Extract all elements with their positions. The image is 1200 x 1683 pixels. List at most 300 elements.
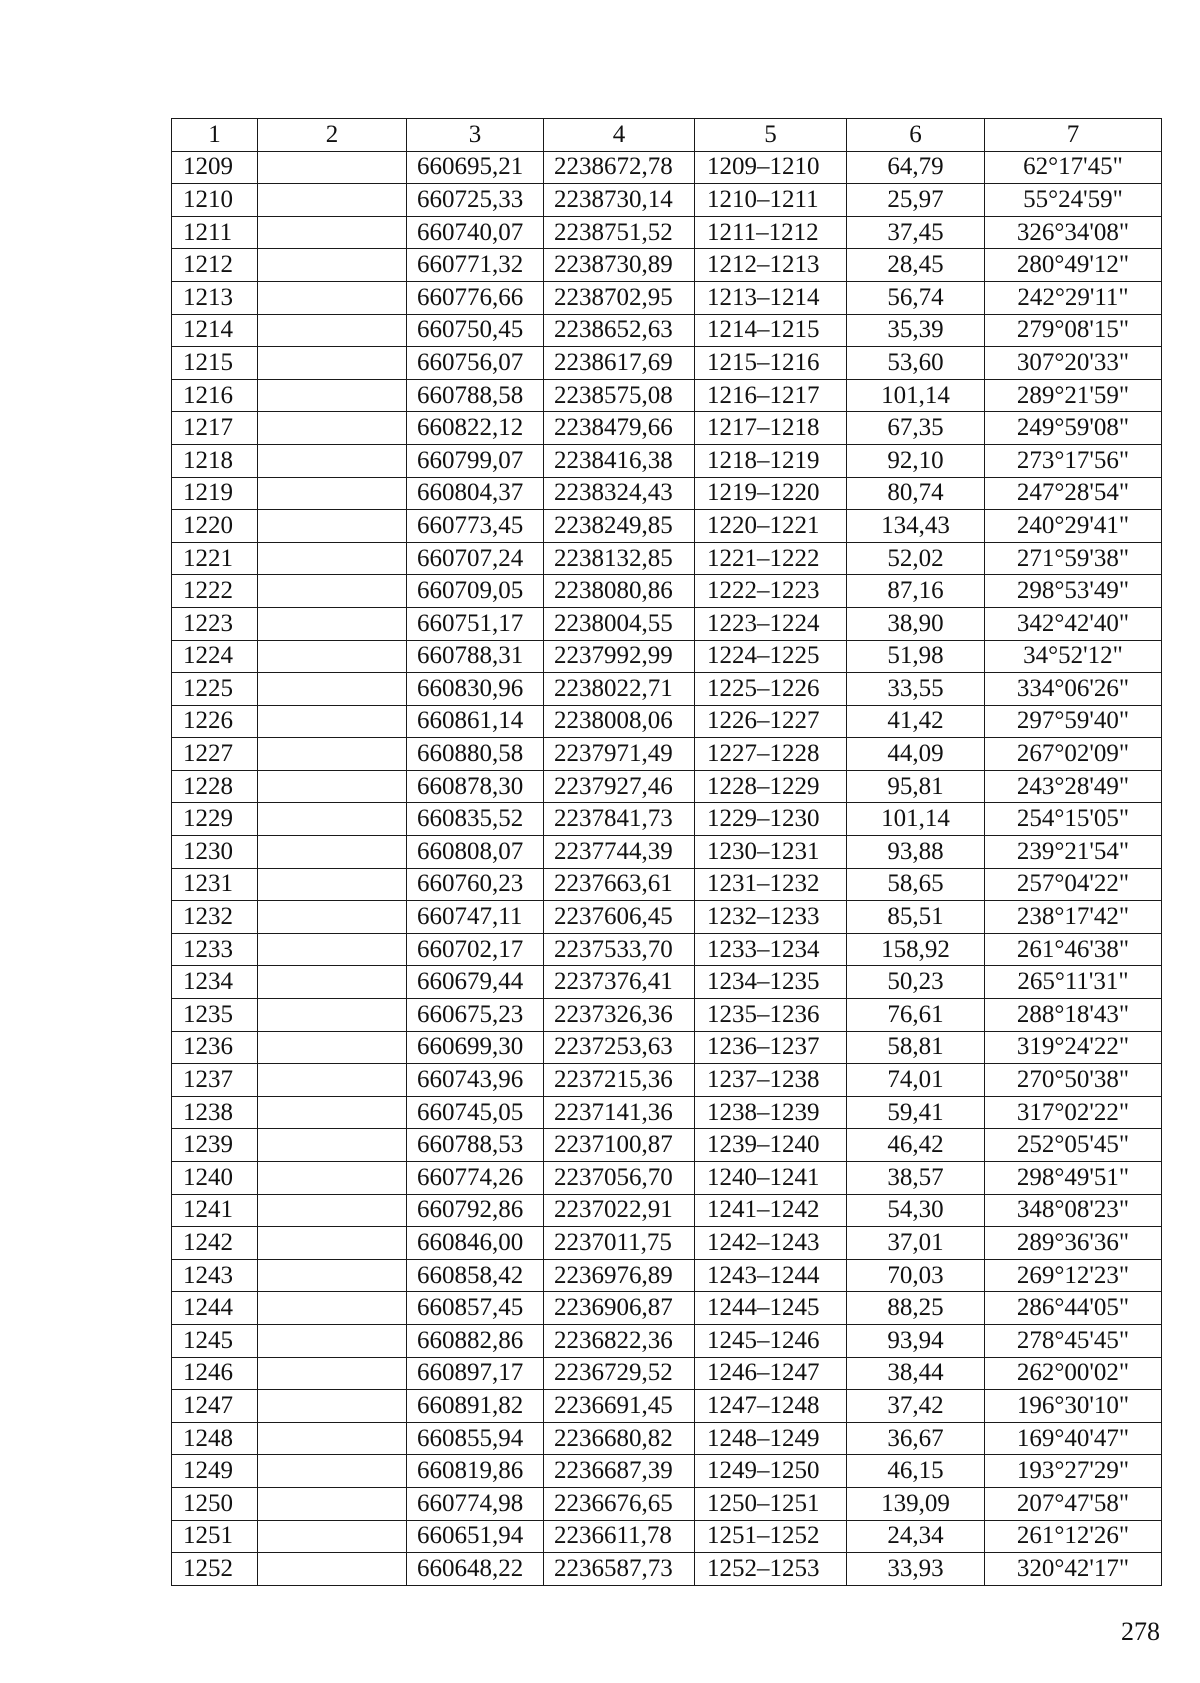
length-cell: 38,44 <box>847 1357 985 1390</box>
point-number-cell: 1227 <box>172 738 258 771</box>
table-row <box>172 1259 1162 1292</box>
y-coordinate-cell: 2236729,52 <box>544 1357 695 1390</box>
empty-cell <box>258 1227 407 1260</box>
x-coordinate-cell: 660751,17 <box>407 607 544 640</box>
segment-cell: 1218–1219 <box>695 444 847 477</box>
segment-cell: 1209–1210 <box>695 151 847 184</box>
x-coordinate-cell: 660880,58 <box>407 738 544 771</box>
y-coordinate-cell: 2238004,55 <box>544 607 695 640</box>
segment-cell: 1210–1211 <box>695 184 847 217</box>
table-row <box>172 1096 1162 1129</box>
segment-cell: 1239–1240 <box>695 1129 847 1162</box>
table-row <box>172 412 1162 445</box>
length-cell: 41,42 <box>847 705 985 738</box>
column-header-2: 2 <box>258 119 407 152</box>
table-row <box>172 1553 1162 1586</box>
point-number-cell: 1226 <box>172 705 258 738</box>
empty-cell <box>258 184 407 217</box>
empty-cell <box>258 901 407 934</box>
y-coordinate-cell: 2237253,63 <box>544 1031 695 1064</box>
table-row <box>172 477 1162 510</box>
bearing-cell: 262°00'02" <box>985 1357 1162 1390</box>
segment-cell: 1243–1244 <box>695 1259 847 1292</box>
length-cell: 46,42 <box>847 1129 985 1162</box>
empty-cell <box>258 933 407 966</box>
y-coordinate-cell: 2237141,36 <box>544 1096 695 1129</box>
column-header-6: 6 <box>847 119 985 152</box>
x-coordinate-cell: 660804,37 <box>407 477 544 510</box>
bearing-cell: 289°21'59" <box>985 379 1162 412</box>
empty-cell <box>258 249 407 282</box>
x-coordinate-cell: 660878,30 <box>407 770 544 803</box>
y-coordinate-cell: 2236691,45 <box>544 1390 695 1423</box>
x-coordinate-cell: 660725,33 <box>407 184 544 217</box>
point-number-cell: 1243 <box>172 1259 258 1292</box>
segment-cell: 1222–1223 <box>695 575 847 608</box>
point-number-cell: 1223 <box>172 607 258 640</box>
length-cell: 56,74 <box>847 281 985 314</box>
column-header-1: 1 <box>172 119 258 152</box>
bearing-cell: 252°05'45" <box>985 1129 1162 1162</box>
empty-cell <box>258 705 407 738</box>
segment-cell: 1242–1243 <box>695 1227 847 1260</box>
table-row <box>172 673 1162 706</box>
empty-cell <box>258 999 407 1032</box>
segment-cell: 1212–1213 <box>695 249 847 282</box>
point-number-cell: 1252 <box>172 1553 258 1586</box>
point-number-cell: 1222 <box>172 575 258 608</box>
y-coordinate-cell: 2238672,78 <box>544 151 695 184</box>
point-number-cell: 1249 <box>172 1455 258 1488</box>
segment-cell: 1234–1235 <box>695 966 847 999</box>
y-coordinate-cell: 2237606,45 <box>544 901 695 934</box>
table-row <box>172 1194 1162 1227</box>
point-number-cell: 1250 <box>172 1487 258 1520</box>
x-coordinate-cell: 660830,96 <box>407 673 544 706</box>
length-cell: 64,79 <box>847 151 985 184</box>
x-coordinate-cell: 660743,96 <box>407 1064 544 1097</box>
length-cell: 101,14 <box>847 803 985 836</box>
x-coordinate-cell: 660747,11 <box>407 901 544 934</box>
length-cell: 24,34 <box>847 1520 985 1553</box>
bearing-cell: 261°12'26" <box>985 1520 1162 1553</box>
empty-cell <box>258 836 407 869</box>
x-coordinate-cell: 660750,45 <box>407 314 544 347</box>
segment-cell: 1219–1220 <box>695 477 847 510</box>
point-number-cell: 1211 <box>172 216 258 249</box>
point-number-cell: 1236 <box>172 1031 258 1064</box>
x-coordinate-cell: 660855,94 <box>407 1422 544 1455</box>
y-coordinate-cell: 2237533,70 <box>544 933 695 966</box>
point-number-cell: 1232 <box>172 901 258 934</box>
point-number-cell: 1216 <box>172 379 258 412</box>
column-header-5: 5 <box>695 119 847 152</box>
point-number-cell: 1228 <box>172 770 258 803</box>
bearing-cell: 34°52'12" <box>985 640 1162 673</box>
x-coordinate-cell: 660774,26 <box>407 1162 544 1195</box>
empty-cell <box>258 281 407 314</box>
y-coordinate-cell: 2236822,36 <box>544 1324 695 1357</box>
point-number-cell: 1213 <box>172 281 258 314</box>
bearing-cell: 307°20'33" <box>985 347 1162 380</box>
length-cell: 38,90 <box>847 607 985 640</box>
empty-cell <box>258 216 407 249</box>
y-coordinate-cell: 2238022,71 <box>544 673 695 706</box>
table-row <box>172 347 1162 380</box>
x-coordinate-cell: 660745,05 <box>407 1096 544 1129</box>
length-cell: 80,74 <box>847 477 985 510</box>
empty-cell <box>258 542 407 575</box>
x-coordinate-cell: 660709,05 <box>407 575 544 608</box>
empty-cell <box>258 1520 407 1553</box>
x-coordinate-cell: 660858,42 <box>407 1259 544 1292</box>
length-cell: 53,60 <box>847 347 985 380</box>
bearing-cell: 238°17'42" <box>985 901 1162 934</box>
bearing-cell: 273°17'56" <box>985 444 1162 477</box>
table-row <box>172 1324 1162 1357</box>
segment-cell: 1252–1253 <box>695 1553 847 1586</box>
empty-cell <box>258 1553 407 1586</box>
segment-cell: 1230–1231 <box>695 836 847 869</box>
length-cell: 93,88 <box>847 836 985 869</box>
segment-cell: 1211–1212 <box>695 216 847 249</box>
length-cell: 158,92 <box>847 933 985 966</box>
point-number-cell: 1242 <box>172 1227 258 1260</box>
segment-cell: 1225–1226 <box>695 673 847 706</box>
point-number-cell: 1231 <box>172 868 258 901</box>
empty-cell <box>258 673 407 706</box>
length-cell: 52,02 <box>847 542 985 575</box>
bearing-cell: 319°24'22" <box>985 1031 1162 1064</box>
table-row <box>172 966 1162 999</box>
segment-cell: 1235–1236 <box>695 999 847 1032</box>
segment-cell: 1244–1245 <box>695 1292 847 1325</box>
length-cell: 76,61 <box>847 999 985 1032</box>
bearing-cell: 261°46'38" <box>985 933 1162 966</box>
bearing-cell: 265°11'31" <box>985 966 1162 999</box>
segment-cell: 1228–1229 <box>695 770 847 803</box>
bearing-cell: 267°02'09" <box>985 738 1162 771</box>
length-cell: 58,65 <box>847 868 985 901</box>
segment-cell: 1227–1228 <box>695 738 847 771</box>
empty-cell <box>258 1096 407 1129</box>
bearing-cell: 334°06'26" <box>985 673 1162 706</box>
length-cell: 38,57 <box>847 1162 985 1195</box>
point-number-cell: 1210 <box>172 184 258 217</box>
empty-cell <box>258 477 407 510</box>
length-cell: 74,01 <box>847 1064 985 1097</box>
x-coordinate-cell: 660861,14 <box>407 705 544 738</box>
empty-cell <box>258 1064 407 1097</box>
point-number-cell: 1214 <box>172 314 258 347</box>
table-row <box>172 281 1162 314</box>
bearing-cell: 55°24'59" <box>985 184 1162 217</box>
bearing-cell: 320°42'17" <box>985 1553 1162 1586</box>
empty-cell <box>258 966 407 999</box>
coordinates-table <box>171 118 1162 1586</box>
table-row <box>172 1064 1162 1097</box>
segment-cell: 1224–1225 <box>695 640 847 673</box>
table-row <box>172 379 1162 412</box>
column-header-3: 3 <box>407 119 544 152</box>
y-coordinate-cell: 2238080,86 <box>544 575 695 608</box>
y-coordinate-cell: 2237011,75 <box>544 1227 695 1260</box>
bearing-cell: 207°47'58" <box>985 1487 1162 1520</box>
x-coordinate-cell: 660897,17 <box>407 1357 544 1390</box>
empty-cell <box>258 1455 407 1488</box>
empty-cell <box>258 1129 407 1162</box>
empty-cell <box>258 738 407 771</box>
bearing-cell: 269°12'23" <box>985 1259 1162 1292</box>
length-cell: 134,43 <box>847 510 985 543</box>
length-cell: 70,03 <box>847 1259 985 1292</box>
table-row <box>172 216 1162 249</box>
point-number-cell: 1239 <box>172 1129 258 1162</box>
empty-cell <box>258 1390 407 1423</box>
page-number: 278 <box>1121 1617 1160 1646</box>
segment-cell: 1233–1234 <box>695 933 847 966</box>
x-coordinate-cell: 660835,52 <box>407 803 544 836</box>
y-coordinate-cell: 2236587,73 <box>544 1553 695 1586</box>
point-number-cell: 1220 <box>172 510 258 543</box>
length-cell: 37,45 <box>847 216 985 249</box>
point-number-cell: 1247 <box>172 1390 258 1423</box>
x-coordinate-cell: 660648,22 <box>407 1553 544 1586</box>
y-coordinate-cell: 2237376,41 <box>544 966 695 999</box>
segment-cell: 1237–1238 <box>695 1064 847 1097</box>
x-coordinate-cell: 660773,45 <box>407 510 544 543</box>
point-number-cell: 1237 <box>172 1064 258 1097</box>
segment-cell: 1246–1247 <box>695 1357 847 1390</box>
x-coordinate-cell: 660808,07 <box>407 836 544 869</box>
segment-cell: 1231–1232 <box>695 868 847 901</box>
length-cell: 139,09 <box>847 1487 985 1520</box>
x-coordinate-cell: 660819,86 <box>407 1455 544 1488</box>
y-coordinate-cell: 2237663,61 <box>544 868 695 901</box>
bearing-cell: 271°59'38" <box>985 542 1162 575</box>
y-coordinate-cell: 2237056,70 <box>544 1162 695 1195</box>
bearing-cell: 196°30'10" <box>985 1390 1162 1423</box>
point-number-cell: 1221 <box>172 542 258 575</box>
x-coordinate-cell: 660882,86 <box>407 1324 544 1357</box>
empty-cell <box>258 803 407 836</box>
bearing-cell: 278°45'45" <box>985 1324 1162 1357</box>
table-row <box>172 607 1162 640</box>
length-cell: 93,94 <box>847 1324 985 1357</box>
table-row <box>172 249 1162 282</box>
y-coordinate-cell: 2237841,73 <box>544 803 695 836</box>
empty-cell <box>258 379 407 412</box>
point-number-cell: 1212 <box>172 249 258 282</box>
y-coordinate-cell: 2237022,91 <box>544 1194 695 1227</box>
x-coordinate-cell: 660702,17 <box>407 933 544 966</box>
segment-cell: 1247–1248 <box>695 1390 847 1423</box>
length-cell: 54,30 <box>847 1194 985 1227</box>
table-row <box>172 1129 1162 1162</box>
bearing-cell: 270°50'38" <box>985 1064 1162 1097</box>
y-coordinate-cell: 2236680,82 <box>544 1422 695 1455</box>
y-coordinate-cell: 2237992,99 <box>544 640 695 673</box>
bearing-cell: 243°28'49" <box>985 770 1162 803</box>
x-coordinate-cell: 660788,53 <box>407 1129 544 1162</box>
y-coordinate-cell: 2238702,95 <box>544 281 695 314</box>
length-cell: 67,35 <box>847 412 985 445</box>
length-cell: 28,45 <box>847 249 985 282</box>
point-number-cell: 1234 <box>172 966 258 999</box>
y-coordinate-cell: 2238479,66 <box>544 412 695 445</box>
bearing-cell: 348°08'23" <box>985 1194 1162 1227</box>
y-coordinate-cell: 2238132,85 <box>544 542 695 575</box>
empty-cell <box>258 868 407 901</box>
point-number-cell: 1246 <box>172 1357 258 1390</box>
point-number-cell: 1230 <box>172 836 258 869</box>
y-coordinate-cell: 2238416,38 <box>544 444 695 477</box>
x-coordinate-cell: 660822,12 <box>407 412 544 445</box>
length-cell: 101,14 <box>847 379 985 412</box>
segment-cell: 1223–1224 <box>695 607 847 640</box>
table-row <box>172 640 1162 673</box>
y-coordinate-cell: 2238652,63 <box>544 314 695 347</box>
segment-cell: 1229–1230 <box>695 803 847 836</box>
table-row <box>172 575 1162 608</box>
segment-cell: 1215–1216 <box>695 347 847 380</box>
empty-cell <box>258 575 407 608</box>
y-coordinate-cell: 2238751,52 <box>544 216 695 249</box>
y-coordinate-cell: 2238730,14 <box>544 184 695 217</box>
empty-cell <box>258 1162 407 1195</box>
segment-cell: 1216–1217 <box>695 379 847 412</box>
table-row <box>172 1031 1162 1064</box>
bearing-cell: 342°42'40" <box>985 607 1162 640</box>
bearing-cell: 298°53'49" <box>985 575 1162 608</box>
y-coordinate-cell: 2237215,36 <box>544 1064 695 1097</box>
point-number-cell: 1217 <box>172 412 258 445</box>
table-row <box>172 314 1162 347</box>
empty-cell <box>258 1357 407 1390</box>
table-row <box>172 1292 1162 1325</box>
empty-cell <box>258 607 407 640</box>
bearing-cell: 247°28'54" <box>985 477 1162 510</box>
table-row <box>172 933 1162 966</box>
length-cell: 37,42 <box>847 1390 985 1423</box>
bearing-cell: 297°59'40" <box>985 705 1162 738</box>
point-number-cell: 1225 <box>172 673 258 706</box>
segment-cell: 1248–1249 <box>695 1422 847 1455</box>
empty-cell <box>258 412 407 445</box>
bearing-cell: 249°59'08" <box>985 412 1162 445</box>
point-number-cell: 1241 <box>172 1194 258 1227</box>
empty-cell <box>258 151 407 184</box>
empty-cell <box>258 1487 407 1520</box>
y-coordinate-cell: 2238617,69 <box>544 347 695 380</box>
x-coordinate-cell: 660774,98 <box>407 1487 544 1520</box>
point-number-cell: 1215 <box>172 347 258 380</box>
length-cell: 87,16 <box>847 575 985 608</box>
x-coordinate-cell: 660788,31 <box>407 640 544 673</box>
point-number-cell: 1229 <box>172 803 258 836</box>
table-row <box>172 738 1162 771</box>
y-coordinate-cell: 2237326,36 <box>544 999 695 1032</box>
length-cell: 44,09 <box>847 738 985 771</box>
x-coordinate-cell: 660695,21 <box>407 151 544 184</box>
table-row <box>172 803 1162 836</box>
length-cell: 46,15 <box>847 1455 985 1488</box>
segment-cell: 1240–1241 <box>695 1162 847 1195</box>
segment-cell: 1236–1237 <box>695 1031 847 1064</box>
bearing-cell: 326°34'08" <box>985 216 1162 249</box>
y-coordinate-cell: 2237971,49 <box>544 738 695 771</box>
length-cell: 88,25 <box>847 1292 985 1325</box>
y-coordinate-cell: 2238324,43 <box>544 477 695 510</box>
y-coordinate-cell: 2236906,87 <box>544 1292 695 1325</box>
column-header-4: 4 <box>544 119 695 152</box>
x-coordinate-cell: 660651,94 <box>407 1520 544 1553</box>
bearing-cell: 288°18'43" <box>985 999 1162 1032</box>
y-coordinate-cell: 2236687,39 <box>544 1455 695 1488</box>
empty-cell <box>258 1194 407 1227</box>
length-cell: 50,23 <box>847 966 985 999</box>
x-coordinate-cell: 660740,07 <box>407 216 544 249</box>
table-row <box>172 1227 1162 1260</box>
bearing-cell: 286°44'05" <box>985 1292 1162 1325</box>
x-coordinate-cell: 660891,82 <box>407 1390 544 1423</box>
y-coordinate-cell: 2238249,85 <box>544 510 695 543</box>
segment-cell: 1232–1233 <box>695 901 847 934</box>
bearing-cell: 62°17'45" <box>985 151 1162 184</box>
y-coordinate-cell: 2238008,06 <box>544 705 695 738</box>
length-cell: 92,10 <box>847 444 985 477</box>
table-row <box>172 510 1162 543</box>
y-coordinate-cell: 2237927,46 <box>544 770 695 803</box>
x-coordinate-cell: 660846,00 <box>407 1227 544 1260</box>
empty-cell <box>258 444 407 477</box>
empty-cell <box>258 640 407 673</box>
table-body <box>172 151 1162 1585</box>
header-row <box>172 119 1162 152</box>
length-cell: 25,97 <box>847 184 985 217</box>
y-coordinate-cell: 2238730,89 <box>544 249 695 282</box>
point-number-cell: 1248 <box>172 1422 258 1455</box>
point-number-cell: 1235 <box>172 999 258 1032</box>
bearing-cell: 193°27'29" <box>985 1455 1162 1488</box>
point-number-cell: 1245 <box>172 1324 258 1357</box>
bearing-cell: 289°36'36" <box>985 1227 1162 1260</box>
table-row <box>172 1357 1162 1390</box>
point-number-cell: 1218 <box>172 444 258 477</box>
table-row <box>172 836 1162 869</box>
empty-cell <box>258 1292 407 1325</box>
length-cell: 33,55 <box>847 673 985 706</box>
length-cell: 85,51 <box>847 901 985 934</box>
column-header-7: 7 <box>985 119 1162 152</box>
segment-cell: 1213–1214 <box>695 281 847 314</box>
length-cell: 51,98 <box>847 640 985 673</box>
table-row <box>172 1162 1162 1195</box>
point-number-cell: 1224 <box>172 640 258 673</box>
y-coordinate-cell: 2238575,08 <box>544 379 695 412</box>
point-number-cell: 1240 <box>172 1162 258 1195</box>
length-cell: 58,81 <box>847 1031 985 1064</box>
table-row <box>172 1390 1162 1423</box>
x-coordinate-cell: 660760,23 <box>407 868 544 901</box>
segment-cell: 1241–1242 <box>695 1194 847 1227</box>
x-coordinate-cell: 660675,23 <box>407 999 544 1032</box>
segment-cell: 1221–1222 <box>695 542 847 575</box>
x-coordinate-cell: 660679,44 <box>407 966 544 999</box>
bearing-cell: 298°49'51" <box>985 1162 1162 1195</box>
table-row <box>172 542 1162 575</box>
y-coordinate-cell: 2236611,78 <box>544 1520 695 1553</box>
